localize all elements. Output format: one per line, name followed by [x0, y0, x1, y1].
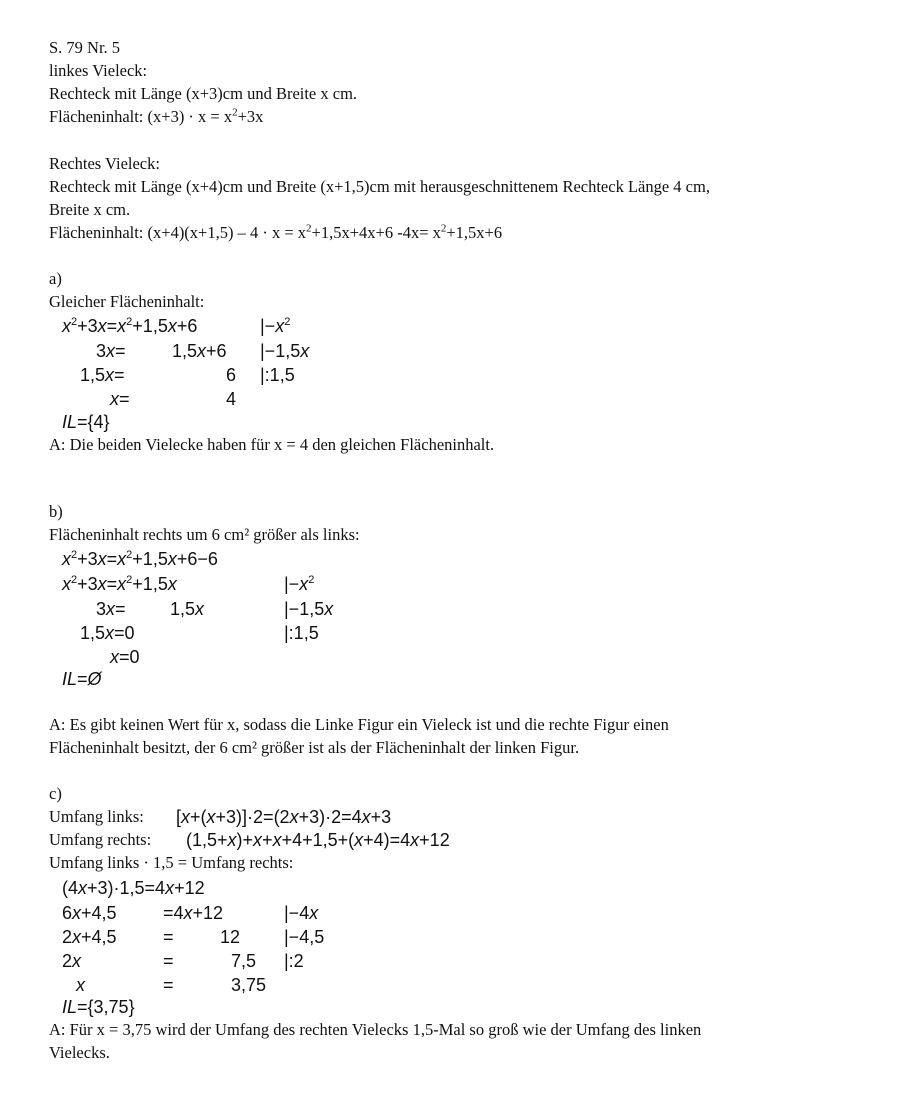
- eq-op: |:1,5: [284, 623, 319, 643]
- part-b-intro: Flächeninhalt rechts um 6 cm² größer als links:: [49, 525, 360, 544]
- perimeter-left-label: Umfang links:: [49, 807, 144, 826]
- left-polygon-desc: Rechteck mit Länge (x+3)cm und Breite x cm.: [49, 84, 358, 103]
- eq-line: 12: [220, 927, 241, 947]
- solution-set: IL=Ø: [62, 669, 102, 689]
- right-polygon-desc-2: Breite x cm.: [49, 200, 131, 219]
- eq-line: 1,5x=: [80, 365, 125, 385]
- eq-line: $x^2+3x=x^2+1,5x+6$: [62, 316, 198, 336]
- eq-line: 3x=: [96, 341, 126, 361]
- eq-line: x=0: [110, 647, 140, 667]
- right-polygon-title: Rechtes Vieleck:: [49, 154, 160, 173]
- exercise-ref: S. 79 Nr. 5: [49, 38, 121, 57]
- eq-line: x: [76, 975, 85, 995]
- eq-line: 3x=: [96, 599, 126, 619]
- eq-line: 1,5x: [170, 599, 205, 619]
- eq-line: 6x+4,5: [62, 903, 117, 923]
- solution-set: IL={4}: [62, 412, 110, 432]
- left-polygon-title: linkes Vieleck:: [49, 61, 148, 80]
- eq-line: x=: [110, 389, 130, 409]
- eq-op: |−1,5x: [284, 599, 334, 619]
- eq-line: (4x+3)·1,5=4x+12: [62, 878, 205, 898]
- part-c-label: c): [49, 784, 62, 803]
- right-polygon-area: Flächeninhalt: $(x+4)(x+1,5) - 4 \cdot x = x^2+1,5x+4x+6$ $-4x= x^2+1,5x+6$: [49, 222, 503, 242]
- eq-line: 1,5x+6: [172, 341, 227, 361]
- eq-line: 3,75: [231, 975, 267, 995]
- part-b-label: b): [49, 502, 63, 521]
- part-c-answer-1: A: Für x = 3,75 wird der Umfang des rechten Vielecks 1,5-Mal so groß wie der Umfang des linken: [49, 1020, 702, 1039]
- left-polygon-area: Flächeninhalt: $(x+3) \cdot x = x^2+3x$: [49, 106, 264, 126]
- eq-line: $x^2+3x=x^2+1,5x+6-6$: [62, 549, 218, 569]
- solution-set: IL={3,75}: [62, 997, 135, 1017]
- eq-op: |−4x: [284, 903, 319, 923]
- eq-line: 7,5: [231, 951, 257, 971]
- eq-line: =: [163, 951, 174, 971]
- eq-line: 2x: [62, 951, 82, 971]
- perimeter-condition: Umfang links · 1,5 = Umfang rechts:: [49, 853, 294, 872]
- part-b-answer-1: A: Es gibt keinen Wert für x, sodass die Linke Figur ein Vieleck ist und die rechte Figur einen: [49, 715, 669, 734]
- part-a-answer: A: Die beiden Vielecke haben für x = 4 den gleichen Flächeninhalt.: [49, 435, 495, 454]
- perimeter-right-label: Umfang rechts:: [49, 830, 152, 849]
- eq-line: 4: [226, 389, 237, 409]
- eq-op: $|-x^2$: [284, 574, 315, 594]
- eq-line: =: [163, 927, 174, 947]
- perimeter-left-formula: [x+(x+3)]·2=(2x+3)·2=4x+3: [176, 807, 392, 827]
- part-c-answer-2: Vielecks.: [49, 1043, 110, 1062]
- eq-op: $|-x^2$: [260, 316, 291, 336]
- eq-line: 6: [226, 365, 237, 385]
- eq-line: =: [163, 975, 174, 995]
- eq-op: |−1,5x: [260, 341, 310, 361]
- eq-line: $x^2+3x=x^2+1,5x$: [62, 574, 177, 594]
- eq-line: 1,5x=0: [80, 623, 135, 643]
- eq-op: |−4,5: [284, 927, 325, 947]
- part-a-label: a): [49, 269, 62, 288]
- eq-op: |:1,5: [260, 365, 295, 385]
- eq-line: =4x+12: [163, 903, 224, 923]
- part-b-answer-2: Flächeninhalt besitzt, der 6 cm² größer ist als der Flächeninhalt der linken Figur.: [49, 738, 580, 757]
- right-polygon-desc-1: Rechteck mit Länge (x+4)cm und Breite (x+1,5)cm mit herausgeschnittenem Rechteck Länge 4 cm,: [49, 177, 710, 196]
- perimeter-right-formula: (1,5+x)+x+x+4+1,5+(x+4)=4x+12: [186, 830, 450, 850]
- eq-line: 2x+4,5: [62, 927, 117, 947]
- eq-op: |:2: [284, 951, 304, 971]
- part-a-intro: Gleicher Flächeninhalt:: [49, 292, 205, 311]
